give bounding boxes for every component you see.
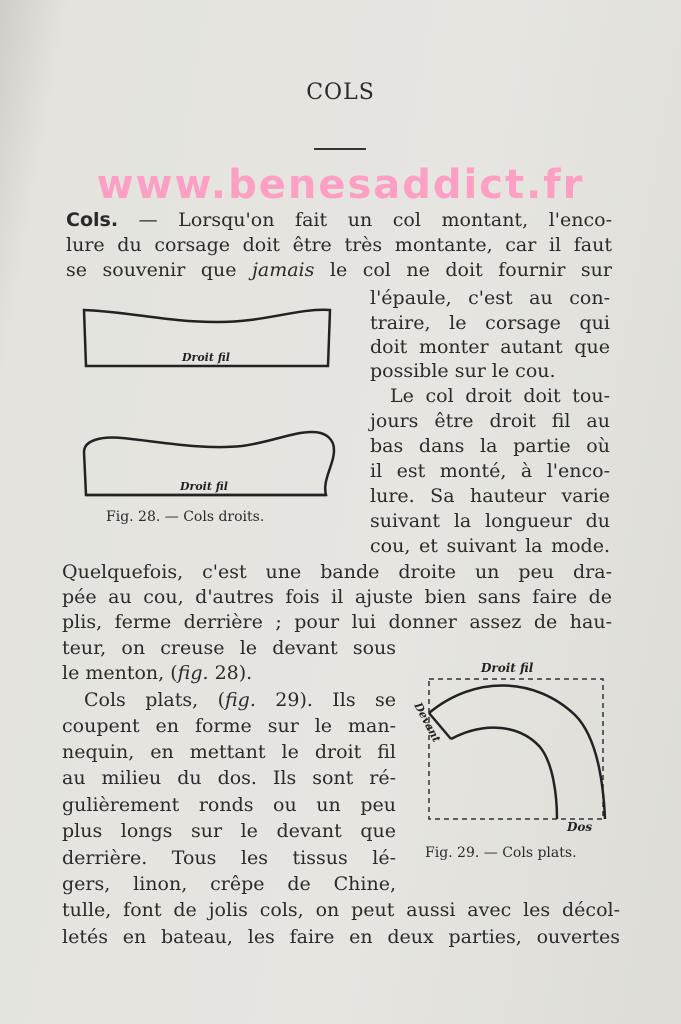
para3-full-line1: tulle, font de jolis cols, on peut aussi avec les décol- [62, 899, 620, 921]
para1-right-line2: traire, le corsage qui [370, 312, 610, 334]
para2-full-line1: Quelquefois, c'est une bande droite un peu dra- [62, 561, 612, 583]
fig29-label-top: Droit fil [481, 661, 534, 675]
para1-lead: Cols. [66, 209, 119, 231]
fig28-label-bottom: Droit fil [180, 480, 228, 493]
page-title: COLS [306, 80, 375, 105]
fig29-label-bottom: Dos [567, 820, 593, 834]
para1-right-line4: possible sur le cou. [370, 360, 556, 382]
para2-full-line2: pée au cou, d'autres fois il ajuste bien sans faire de [62, 586, 612, 608]
para1-right-line1: l'épaule, c'est au con- [370, 287, 610, 309]
para3-line7: derrière. Tous les tissus lé- [62, 847, 396, 869]
para2-left-line2: le menton, (fig. 28). [62, 662, 253, 684]
para2-left-line1: teur, on creuse le devant sous [62, 637, 396, 659]
para1-line1-text: — Lorsqu'on fait un col montant, l'enco- [138, 209, 612, 231]
figure-29-cols-plats [405, 655, 615, 835]
fig29-frame [429, 679, 603, 819]
para3-line3: nequin, en mettant le droit fil [62, 741, 396, 763]
para3-line6: plus longs sur le devant que [62, 820, 396, 842]
para2-right-line7: cou, et suivant la mode. [370, 535, 610, 557]
para2-right-line4: il est monté, à l'enco- [370, 460, 610, 482]
col-plat-outer-curve [429, 685, 605, 819]
para1-line1 [66, 208, 612, 232]
fig28-caption: Fig. 28. — Cols droits. [106, 509, 265, 525]
para2-full-line3: plis, ferme derrière ; pour lui donner assez de hau- [62, 611, 612, 633]
para3-line1: Cols plats, (fig. 29). Ils se [84, 689, 396, 711]
fig29-label-left: Devant [411, 700, 444, 745]
para2-right-line1: Le col droit doit tou- [390, 385, 610, 407]
para2-right-line3: bas dans la partie où [370, 435, 610, 457]
watermark: www.benesaddict.fr [96, 162, 585, 208]
para2-right-line5: lure. Sa hauteur varie [370, 485, 610, 507]
para3-line4: au milieu du dos. Ils sont ré- [62, 767, 396, 789]
para2-right-line6: suivant la longueur du [370, 510, 610, 532]
title-rule [314, 148, 366, 150]
emphasis-jamais: jamais [251, 259, 315, 281]
para3-line8: gers, linon, crêpe de Chine, [62, 873, 396, 895]
para3-full-line2: letés en bateau, les faire en deux parties, ouvertes [62, 926, 620, 948]
para1-line3: se souvenir que jamais le col ne doit fournir sur [66, 259, 612, 281]
para2-right-line2: jours être droit fil au [370, 410, 610, 432]
para1-right-line3: doit monter autant que [370, 336, 610, 358]
para1-line2: lure du corsage doit être très montante, car il faut [66, 234, 612, 256]
figure-28-cols-droits [72, 300, 342, 510]
col-plat-inner-curve [451, 728, 557, 819]
fig29-caption: Fig. 29. — Cols plats. [425, 845, 577, 861]
para3-line5: gulièrement ronds ou un peu [62, 794, 396, 816]
para3-line2: coupent en forme sur le man- [62, 715, 396, 737]
fig28-label-top: Droit fil [182, 351, 230, 364]
